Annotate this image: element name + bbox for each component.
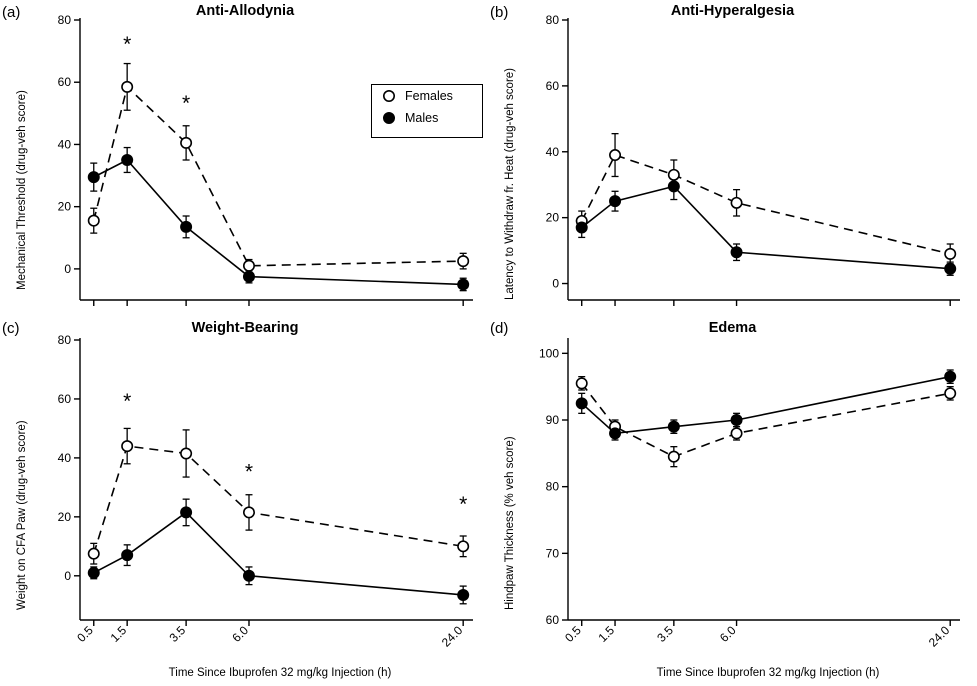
y-tick-label: 80: [545, 13, 559, 27]
y-tick-label: 20: [545, 210, 559, 225]
legend-item-males: [372, 107, 482, 129]
data-point-males: [458, 590, 468, 600]
data-point-males: [945, 264, 955, 274]
panel-c-plot: [0, 310, 490, 686]
x-tick-label: 3.5: [166, 623, 189, 645]
panel-c-y-axis-label: Weight on CFA Paw (drug-veh score): [16, 420, 28, 610]
y-tick-label: 100: [538, 346, 559, 361]
data-point-males: [610, 428, 620, 438]
data-point-males: [181, 222, 191, 232]
significance-star: *: [459, 492, 468, 516]
x-tick-label: 24.0: [925, 623, 953, 650]
x-tick-label: 24.0: [438, 623, 466, 650]
panel-a-y-axis-label: Mechanical Threshold (drug-veh score): [16, 90, 28, 290]
y-tick-label: 0: [64, 261, 71, 276]
panel-a-letter: (a): [2, 4, 21, 21]
panel-d-y-axis-label: Hindpaw Thickness (% veh score): [504, 436, 516, 610]
panel-a-title: Anti-Allodynia: [195, 3, 295, 19]
y-tick-label: 60: [57, 391, 71, 406]
y-tick-label: 0: [64, 568, 71, 583]
data-point-females: [669, 170, 679, 180]
data-point-females: [89, 548, 99, 558]
panel-c-x-axis-label: Time Since Ibuprofen 32 mg/kg Injection (h): [168, 667, 392, 679]
data-point-females: [945, 388, 955, 398]
x-tick-label: 1.5: [595, 623, 618, 645]
significance-star: *: [123, 389, 132, 413]
panel-b-letter: (b): [490, 4, 509, 21]
significance-star: *: [182, 92, 191, 116]
x-tick-label: 0.5: [74, 623, 96, 645]
series-line-males: [94, 160, 463, 284]
data-point-females: [458, 256, 468, 266]
panel-d-letter: (d): [490, 320, 509, 337]
x-tick-label: 1.5: [107, 623, 130, 645]
data-point-females: [181, 138, 191, 148]
data-point-males: [669, 421, 679, 431]
y-tick-label: 70: [545, 546, 559, 561]
y-tick-label: 60: [545, 78, 559, 93]
data-point-males: [181, 507, 191, 517]
data-point-females: [610, 150, 620, 160]
panel-c-letter: (c): [2, 320, 20, 337]
x-tick-label: 0.5: [562, 623, 584, 645]
data-point-males: [577, 222, 587, 232]
panel-c: [0, 310, 490, 686]
y-tick-label: 40: [57, 450, 71, 465]
panel-a: [0, 0, 490, 320]
data-point-females: [122, 82, 132, 92]
data-point-males: [669, 181, 679, 191]
x-tick-label: 6.0: [229, 623, 252, 645]
panel-d: [488, 310, 977, 686]
legend-item-females: [372, 85, 482, 107]
data-point-females: [244, 507, 254, 517]
chart-legend: [371, 84, 483, 138]
data-point-females: [731, 428, 741, 438]
open-circle-icon: [382, 89, 396, 103]
data-point-males: [89, 568, 99, 578]
series-line-males: [582, 377, 950, 434]
y-tick-label: 20: [57, 509, 71, 524]
x-tick-label: 3.5: [654, 623, 676, 645]
panel-d-title: Edema: [708, 320, 757, 336]
y-tick-label: 40: [545, 144, 559, 159]
y-tick-label: 80: [545, 479, 559, 494]
panel-b: [488, 0, 977, 320]
y-tick-label: 80: [57, 333, 71, 347]
data-point-females: [122, 441, 132, 451]
significance-star: *: [123, 33, 132, 57]
data-point-males: [458, 279, 468, 289]
y-tick-label: 0: [552, 276, 559, 291]
data-point-males: [89, 172, 99, 182]
data-point-males: [122, 155, 132, 165]
data-point-females: [669, 451, 679, 461]
series-line-females: [582, 383, 950, 456]
panel-b-y-axis-label: Latency to Withdraw fr. Heat (drug-veh score): [504, 67, 516, 300]
y-tick-label: 40: [57, 137, 71, 152]
legend-label-females: Females: [405, 89, 453, 103]
y-tick-label: 60: [545, 613, 559, 627]
data-point-females: [458, 541, 468, 551]
panel-c-title: Weight-Bearing: [191, 320, 299, 336]
panel-a-plot: [0, 0, 490, 320]
series-line-females: [582, 155, 950, 254]
data-point-females: [945, 249, 955, 259]
data-point-males: [244, 271, 254, 281]
legend-label-males: Males: [405, 111, 439, 125]
panel-d-plot: [488, 310, 977, 686]
data-point-females: [244, 261, 254, 271]
panel-b-plot: [488, 0, 977, 320]
data-point-males: [945, 371, 955, 381]
series-line-females: [94, 446, 463, 554]
y-tick-label: 90: [545, 413, 559, 427]
data-point-males: [244, 571, 254, 581]
data-point-males: [122, 550, 132, 560]
panel-b-title: Anti-Hyperalgesia: [670, 3, 795, 19]
data-point-females: [577, 378, 587, 388]
filled-circle-icon: [382, 111, 396, 125]
data-point-females: [181, 448, 191, 458]
panel-d-x-axis-label: Time Since Ibuprofen 32 mg/kg Injection (h): [656, 667, 880, 679]
y-tick-label: 60: [57, 75, 71, 90]
series-line-males: [94, 512, 463, 595]
data-point-males: [577, 398, 587, 408]
y-tick-label: 80: [57, 13, 71, 27]
significance-star: *: [244, 460, 254, 484]
data-point-females: [89, 215, 99, 225]
data-point-females: [731, 198, 741, 208]
series-line-males: [582, 186, 950, 268]
y-tick-label: 20: [57, 199, 71, 214]
data-point-males: [731, 415, 741, 425]
x-tick-label: 6.0: [716, 623, 739, 645]
data-point-males: [731, 247, 741, 257]
data-point-males: [610, 196, 620, 206]
